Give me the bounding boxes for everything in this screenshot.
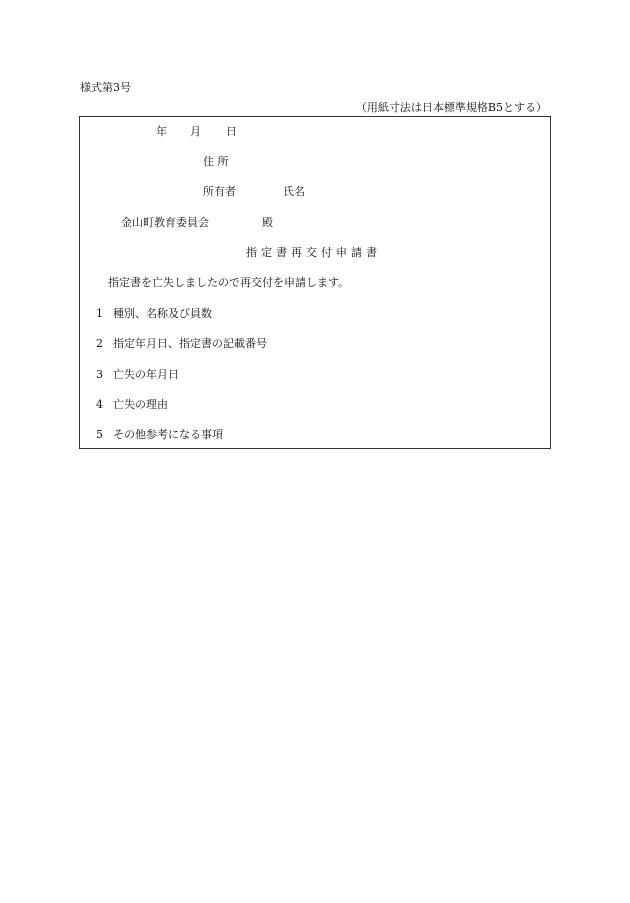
date-year-label: 年 [156, 125, 167, 138]
item-text: 亡失の理由 [113, 398, 168, 411]
date-month-label: 月 [190, 125, 201, 138]
addressee: 金山町教育委員会 [121, 216, 209, 229]
item-number: 3 [96, 368, 103, 381]
honorific: 殿 [262, 216, 273, 229]
paper-size-note: （用紙寸法は日本標準規格B5とする） [355, 101, 547, 114]
item-text: 亡失の年月日 [113, 368, 179, 381]
address-label: 住 所 [203, 155, 229, 168]
item-number: 1 [96, 307, 103, 320]
item-text: 指定年月日、指定書の記載番号 [113, 337, 267, 350]
document-title: 指定書再交付申請書 [246, 246, 381, 259]
item-number: 2 [96, 337, 103, 350]
item-text: その他参考になる事項 [113, 428, 223, 441]
item-number: 4 [96, 398, 103, 411]
name-label: 氏名 [283, 185, 305, 198]
date-day-label: 日 [226, 125, 237, 138]
form-box [79, 116, 551, 449]
item-text: 種別、名称及び員数 [113, 307, 212, 320]
owner-label: 所有者 [203, 185, 236, 198]
item-number: 5 [96, 428, 103, 441]
form-number: 様式第3号 [80, 81, 131, 94]
statement: 指定書を亡失しましたので再交付を申請します。 [108, 276, 350, 289]
